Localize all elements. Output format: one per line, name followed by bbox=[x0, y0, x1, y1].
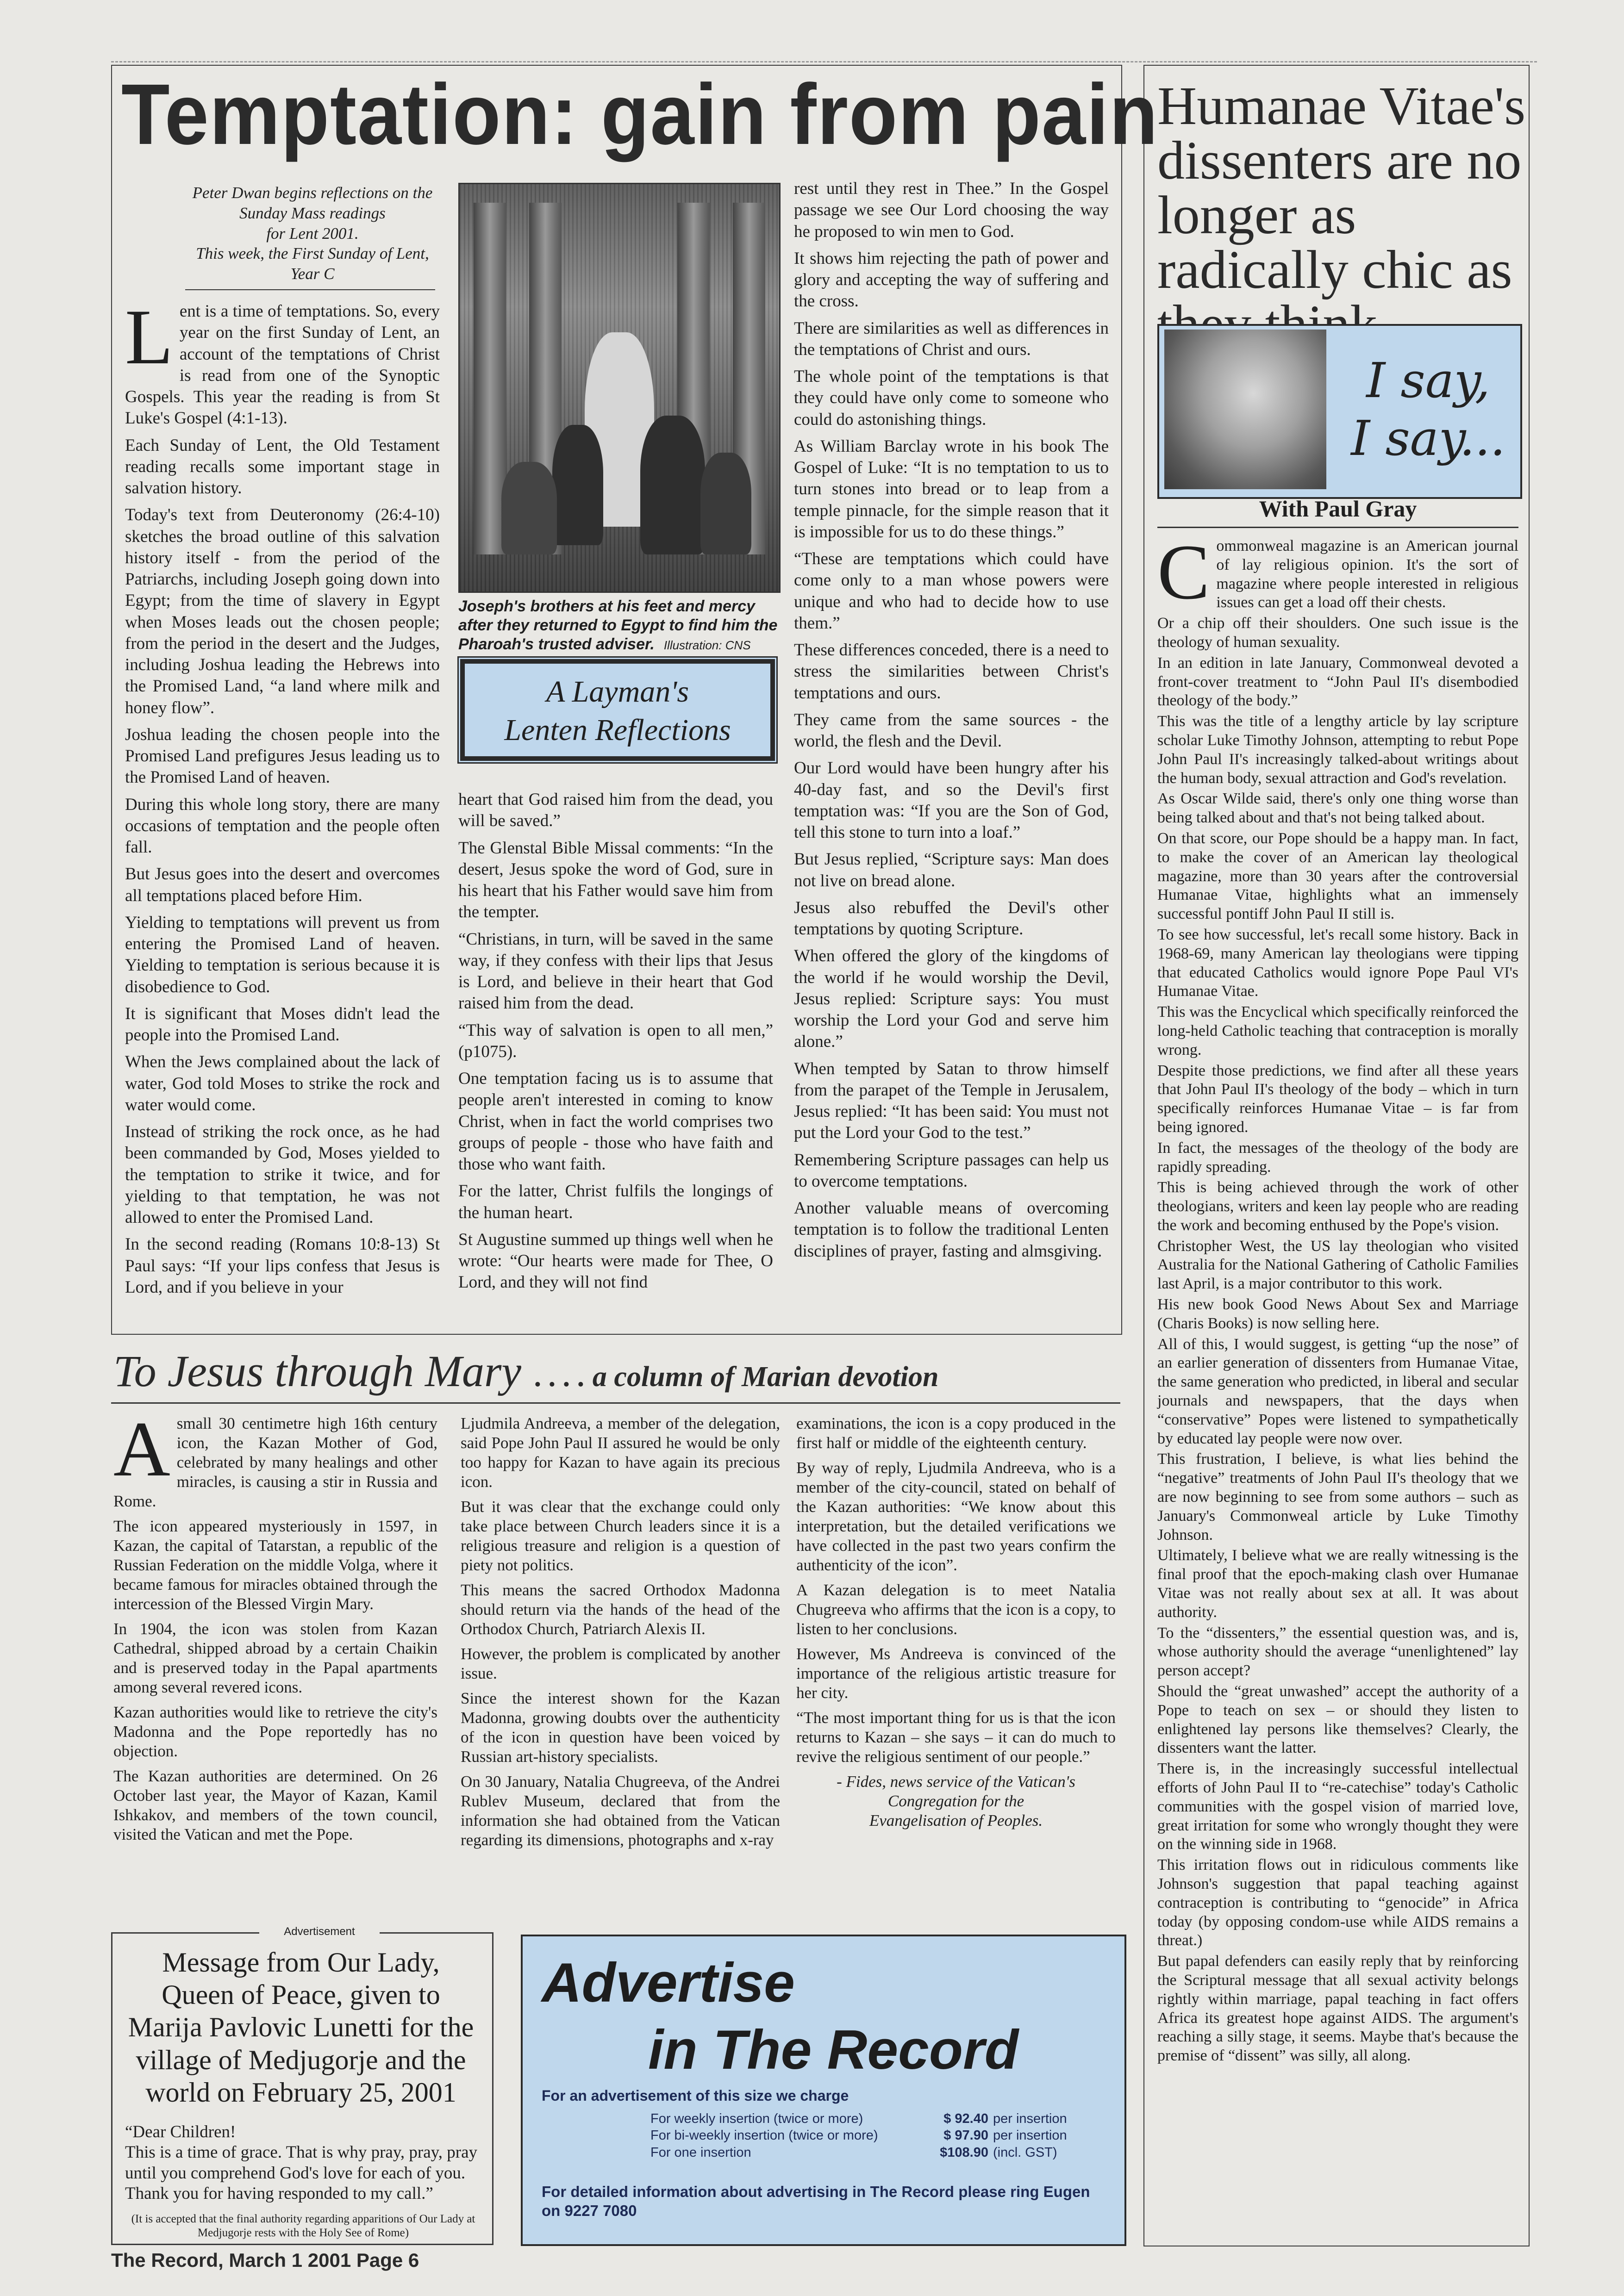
intro-line: Peter Dwan begins reflections on the bbox=[192, 184, 433, 202]
rate-suffix: per insertion bbox=[993, 2128, 1067, 2143]
paragraph: There is, in the increasingly successful intellectual efforts of John Paul II to “re-catechise” today's Catholic communities with the gospel vision of married love, great irritation for some who wrongly thought they were on the winning side in 1968. bbox=[1157, 1760, 1518, 1853]
paragraph: “Christians, in turn, will be saved in the same way, if they confess with their lips that Jesus is Lord, and believe in their heart that God raised him from the dead. bbox=[458, 929, 773, 1013]
marian-title: To Jesus through Mary bbox=[113, 1346, 521, 1396]
temptation-column-1 bbox=[125, 293, 440, 1304]
medjugorje-title: Message from Our Lady, Queen of Peace, given to Marija Pavlovic Lunetti for the village of Medjugorje and the world on February 25, 2001 bbox=[128, 1947, 474, 2108]
paragraph: But it was clear that the exchange could only take place between Church leaders since it is a religious treasure and religion is a question of piety not politics. bbox=[461, 1498, 780, 1574]
paragraph: Kazan authorities would like to retrieve the city's Madonna and the Pope reportedly has no objection. bbox=[113, 1703, 437, 1760]
page-footer: The Record, March 1 2001 Page 6 bbox=[111, 2249, 419, 2271]
marian-rule bbox=[111, 1402, 1120, 1404]
marian-subhead: . . . . a column of Marian devotion bbox=[535, 1361, 939, 1393]
author-photo bbox=[1164, 330, 1326, 489]
intro-line: Year C bbox=[290, 265, 335, 283]
paragraph: But papal defenders can easily reply that by reinforcing the Scriptural message that all sexual activity belongs rightly within marriage, papal teaching in fact offers Africa its greatest hope against AIDS. The argument's reaching a silly stage, it seems. Maybe that's because the premise of “dissent” was silly, all along. bbox=[1157, 1953, 1518, 2065]
paragraph: Today's text from Deuteronomy (26:4-10) sketches the broad outline of this salvation history itself - from the period of the Patriarchs, including Joseph going down into Egypt; from the time of slavery in Egypt when Moses leads out the chosen people; from the period in the desert and the Judges, including Joshua leading the Hebrews into the Promised Land, “a land where milk and honey flow”. bbox=[125, 505, 440, 717]
marian-credit bbox=[796, 1772, 1116, 1830]
paragraph: However, Ms Andreeva is convinced of the importance of the religious artistic treasure for her city. bbox=[796, 1645, 1116, 1702]
temptation-intro bbox=[183, 183, 442, 284]
intro-rule bbox=[185, 289, 435, 290]
paragraph: When offered the glory of the kingdoms of the world if he would worship the Devil, Jesus replied: Scripture says: You must worship the Lord your God and serve him alone.” bbox=[794, 946, 1109, 1052]
paragraph: Asmall 30 centimetre high 16th century icon, the Kazan Mother of God, celebrated by many healings and other miracles, is causing a stir in Russia and Rome. bbox=[113, 1406, 437, 1510]
paragraph: As Oscar Wilde said, there's only one thing worse than being talked about and that's not being talked about. bbox=[1157, 790, 1518, 827]
paragraph: Despite those predictions, we find after all these years that John Paul II's theology of the body – which in turn specifically reinforces Humanae Vitae – is far from being ignored. bbox=[1157, 1062, 1518, 1136]
credit-line: - Fides, news service of the Vatican's bbox=[837, 1773, 1075, 1791]
paragraph: When tempted by Satan to throw himself from the parapet of the Temple in Jerusalem, Jesus replied: “It has been said: You must not put the Lord your God to the test.” bbox=[794, 1059, 1109, 1143]
rate-desc: For bi-weekly insertion (twice or more) bbox=[650, 2128, 878, 2143]
message-line: Thank you for having responded to my call.” bbox=[125, 2184, 433, 2203]
paragraph: There are similarities as well as differences in the temptations of Christ and ours. bbox=[794, 318, 1109, 359]
paragraph: The whole point of the temptations is that they could have only come to someone who could do astonishing things. bbox=[794, 367, 1109, 429]
i-say-line: I say, bbox=[1366, 352, 1490, 409]
intro-line: for Lent 2001. bbox=[266, 224, 359, 243]
credit-line: Evangelisation of Peoples. bbox=[869, 1811, 1043, 1829]
lenten-box-line: A Layman's bbox=[546, 675, 689, 709]
paragraph: Jesus also rebuffed the Devil's other temptations by quoting Scripture. bbox=[794, 898, 1109, 939]
rate-desc: For one insertion bbox=[650, 2145, 751, 2160]
illustration-credit: Illustration: CNS bbox=[663, 638, 751, 652]
paragraph: For the latter, Christ fulfils the longings of the human heart. bbox=[458, 1182, 773, 1222]
rate-suffix: (incl. GST) bbox=[993, 2145, 1057, 2160]
paragraph: It shows him rejecting the path of power and glory and accepting the way of suffering and the cross. bbox=[794, 249, 1109, 311]
i-say-line: I say... bbox=[1351, 410, 1505, 467]
intro-line: Sunday Mass readings bbox=[239, 204, 386, 222]
paragraph: But Jesus replied, “Scripture says: Man does not live on bread alone. bbox=[794, 850, 1109, 890]
paragraph: In fact, the messages of the theology of the body are rapidly spreading. bbox=[1157, 1139, 1518, 1176]
rate-suffix: per insertion bbox=[993, 2111, 1067, 2126]
paragraph: “These are temptations which could have come only to a man whose powers were unique and who had to decide how to use them.” bbox=[794, 549, 1109, 633]
temptation-headline: Temptation: gain from pain bbox=[121, 67, 1159, 162]
dropcap: A bbox=[113, 1406, 170, 1493]
rate-price: $ 92.40 bbox=[943, 2111, 988, 2126]
paragraph: This was the Encyclical which specifically reinforced the long-held Catholic teaching that contraception is morally wrong. bbox=[1157, 1003, 1518, 1058]
byline-rule bbox=[1157, 527, 1518, 528]
rate-price: $108.90 bbox=[940, 2145, 988, 2160]
paragraph: All of this, I would suggest, is getting “up the nose” of an earlier generation of dissenters from Humanae Vitae, the same generation who predicted, in liberal and secular journals and newspapers, that the days when “conservative” Popes were listened to sympathetically by educated lay people were now over. bbox=[1157, 1335, 1518, 1447]
paragraph: On 30 January, Natalia Chugreeva, of the Andrei Rublev Museum, declared that from the information she had obtained from the Vatican regarding its dimensions, photographs and x-ray bbox=[461, 1773, 780, 1849]
temptation-column-2 bbox=[458, 789, 773, 1299]
message-line: This is a time of grace. That is why pray, pray, pray until you comprehend God's love for each of you. bbox=[125, 2143, 478, 2183]
rate-desc: For weekly insertion (twice or more) bbox=[650, 2111, 863, 2126]
humanae-headline: Humanae Vitae's dissenters are no longer as radically chic as bbox=[1157, 75, 1526, 300]
marian-headline bbox=[113, 1346, 1123, 1396]
paragraph: When the Jews complained about the lack of water, God told Moses to strike the rock and water would come. bbox=[125, 1052, 440, 1114]
paragraph: Another valuable means of overcoming temptation is to follow the traditional Lenten disciplines of prayer, fasting and almsgiving. bbox=[794, 1199, 1109, 1261]
advertise-heading: Advertise bbox=[542, 1952, 795, 2014]
marian-column-1 bbox=[113, 1406, 437, 1850]
paragraph: However, the problem is complicated by another issue. bbox=[461, 1645, 780, 1682]
paragraph: rest until they rest in Thee.” In the Gospel passage we see Our Lord choosing the way he proposed to win men to God. bbox=[794, 179, 1109, 241]
paragraph: A Kazan delegation is to meet Natalia Chugreeva who affirms that the icon is a copy, to listen to her conclusions. bbox=[796, 1581, 1116, 1638]
paragraph: It is significant that Moses didn't lead the people into the Promised Land. bbox=[125, 1004, 440, 1045]
top-dashed-rule bbox=[111, 61, 1537, 62]
medjugorje-note: (It is accepted that the final authority regarding apparitions of Our Lady at Medjugorje rests with the Holy See of Rome) bbox=[131, 2213, 475, 2239]
illustration-caption bbox=[458, 597, 782, 653]
paragraph: Or a chip off their shoulders. One such issue is the theology of human sexuality. bbox=[1157, 615, 1518, 651]
credit-line: Congregation for the bbox=[887, 1792, 1024, 1810]
paragraph: This irritation flows out in ridiculous comments like Johnson's suggestion that papal teaching against contraception is contributing to “genocide” in Africa today (by opposing condom-use while AIDS remains a threat.) bbox=[1157, 1856, 1518, 1949]
advertisement-label: Advertisement bbox=[259, 1925, 380, 1938]
paragraph: But Jesus goes into the desert and overcomes all temptations placed before Him. bbox=[125, 865, 440, 905]
paragraph: On that score, our Pope should be a happy man. In fact, to make the cover of an American lay theological magazine, more than 30 years after the controversial Humanae Vitae, highlights what an immensely successful pontiff John Paul II still is. bbox=[1157, 829, 1518, 923]
medjugorje-message bbox=[125, 2122, 481, 2204]
paragraph: Should the “great unwashed” accept the authority of a Pope to teach on sex – or should they listen to enlightened lay persons like themselves? Clearly, the dissenters want the latter. bbox=[1157, 1683, 1518, 1757]
paragraph: St Augustine summed up things well when he wrote: “Our hearts were made for Thee, O Lord, and they will not find bbox=[458, 1230, 773, 1292]
caption-text: Joseph's brothers at his feet and mercy after they returned to Egypt to find him the Pharoah's trusted adviser. bbox=[458, 597, 778, 653]
paragraph: Ljudmila Andreeva, a member of the delegation, said Pope John Paul II assured he would be only too happy for Kazan to have again its precious icon. bbox=[461, 1414, 780, 1491]
paragraph: This means the sacred Orthodox Madonna should return via the hands of the head of the Orthodox Church, Patriarch Alexis II. bbox=[461, 1581, 780, 1638]
paragraph: During this whole long story, there are many occasions of temptation and the people often fall. bbox=[125, 795, 440, 857]
paragraph: Since the interest shown for the Kazan Madonna, growing doubts over the authenticity of the icon in question have been voiced by Russian art-history specialists. bbox=[461, 1689, 780, 1766]
rate-price: $ 97.90 bbox=[943, 2128, 988, 2143]
paragraph: This is being achieved through the work of other theologians, writers and keen lay people who are reading the work and becoming enthused by the Pope's vision. bbox=[1157, 1179, 1518, 1234]
paragraph: Yielding to temptations will prevent us from entering the Promised Land of heaven. Yielding to temptation is serious because it is disobedience to God. bbox=[125, 913, 440, 996]
paragraph: These differences conceded, there is a need to stress the similarities between Christ's temptations and ours. bbox=[794, 641, 1109, 703]
dropcap: C bbox=[1157, 529, 1210, 616]
humanae-byline: With Paul Gray bbox=[1259, 496, 1417, 522]
paragraph: examinations, the icon is a copy produced in the first half or middle of the eighteenth century. bbox=[796, 1414, 1116, 1452]
lenten-reflections-box bbox=[463, 662, 772, 758]
advert-contact-detail: For detailed information about advertising in The Record please ring Eugen on 9227 7080 bbox=[542, 2183, 1090, 2220]
paragraph: The Glenstal Bible Missal comments: “In the desert, Jesus spoke the word of God, sure in his heart that his Father would save him from the tempter. bbox=[458, 838, 773, 922]
paragraph: Our Lord would have been hungry after his 40-day fast, and so the Devil's first temptation was: “If you are the Son of God, tell this stone to turn into a loaf.” bbox=[794, 759, 1109, 842]
paragraph: To see how successful, let's recall some history. Back in 1968-69, many American lay theologians were tipping that educated Catholics would ignore Pope Paul VI's Humanae Vitae. bbox=[1157, 926, 1518, 1000]
humanae-body bbox=[1157, 529, 1518, 2067]
paragraph: This was the title of a lengthy article by lay scripture scholar Luke Timothy Johnson, attempting to rebut Pope John Paul II's increasingly talked-about writings about the human body, sexual attraction and God's revelation. bbox=[1157, 713, 1518, 787]
advert-rate-table bbox=[650, 2110, 1086, 2161]
paragraph: In 1904, the icon was stolen from Kazan Cathedral, shipped abroad by a certain Chaikin and is preserved today in the Papal apartments among several revered icons. bbox=[113, 1620, 437, 1696]
paragraph: Ultimately, I believe what we are really witnessing is the final proof that the epoch-making clash over Humanae Vitae was not really about sex at all. It was about authority. bbox=[1157, 1547, 1518, 1621]
dropcap: L bbox=[125, 293, 173, 380]
paragraph: “This way of salvation is open to all men,” (p1075). bbox=[458, 1020, 773, 1061]
paragraph: Instead of striking the rock once, as he had been commanded by God, Moses yielded to the temptation to strike it twice, and for yielding to that temptation, he was not allowed to enter the Promised Land. bbox=[125, 1122, 440, 1227]
paragraph: Christopher West, the US lay theologian who visited Australia for the National Gathering of Catholic Families last April, is a major contributor to this work. bbox=[1157, 1237, 1518, 1293]
paragraph: Each Sunday of Lent, the Old Testament reading recalls some important stage in salvation history. bbox=[125, 436, 440, 498]
message-line: “Dear Children! bbox=[125, 2122, 236, 2141]
paragraph: To the “dissenters,” the essential question was, and is, whose authority should the average “unenlightened” lay person accept? bbox=[1157, 1624, 1518, 1680]
paragraph: Joshua leading the chosen people into the Promised Land prefigures Jesus leading us to the Promised Land of heaven. bbox=[125, 725, 440, 787]
advert-charge-label: For an advertisement of this size we charge bbox=[542, 2087, 849, 2104]
lenten-box-line: Lenten Reflections bbox=[504, 713, 731, 747]
paragraph: The icon appeared mysteriously in 1597, in Kazan, the capital of Tatarstan, a republic of the Russian Federation on the middle Volga, where it became famous for miracles obtained through the intercession of the Blessed Virgin Mary. bbox=[113, 1517, 437, 1613]
paragraph: His new book Good News About Sex and Marriage (Charis Books) is now selling here. bbox=[1157, 1296, 1518, 1332]
paragraph: Lent is a time of temptations. So, every year on the first Sunday of Lent, an account of the temptations of Christ is read from one of the Synoptic Gospels. This year the reading is from St Luke's Gospel (4:1-13). bbox=[125, 293, 440, 428]
marian-column-3 bbox=[796, 1414, 1116, 1830]
rate-row bbox=[650, 2144, 1086, 2161]
intro-line: This week, the First Sunday of Lent, bbox=[196, 244, 429, 263]
i-say-text bbox=[1343, 352, 1514, 467]
paragraph: “The most important thing for us is that the icon returns to Kazan – she says – it can do much to revive the religious sentiment of our people.” bbox=[796, 1709, 1116, 1766]
paragraph: By way of reply, Ljudmila Andreeva, who is a member of the city-council, stated on behalf of the Kazan authorities: “We know about this interpretation, but the detailed verifications we have collected in the past two years confirm the authenticity of the icon”. bbox=[796, 1459, 1116, 1574]
paragraph: As William Barclay wrote in his book The Gospel of Luke: “It is no temptation to us to turn stones into bread or to leap from a temple pinnacle, for the simple reason that it is impossible for us to do these things.” bbox=[794, 436, 1109, 541]
paragraph: Commonweal magazine is an American journal of lay religious opinion. It's the sort of magazine where people interested in religious issues can get a load off their chests. bbox=[1157, 529, 1518, 616]
rate-row bbox=[650, 2127, 1086, 2144]
paragraph: heart that God raised him from the dead, you will be saved.” bbox=[458, 790, 773, 831]
paragraph: Remembering Scripture passages can help us to overcome temptations. bbox=[794, 1150, 1109, 1191]
paragraph: The Kazan authorities are determined. On 26 October last year, the Mayor of Kazan, Kamil Ishkakov, and members of the town council, visited the Vatican and met the Pope. bbox=[113, 1767, 437, 1843]
paragraph: In the second reading (Romans 10:8-13) St Paul says: “If your lips confess that Jesus is Lord, and if you believe in your bbox=[125, 1235, 440, 1297]
paragraph: They came from the same sources - the world, the flesh and the Devil. bbox=[794, 710, 1109, 751]
paragraph: In an edition in late January, Commonweal devoted a front-cover treatment to “John Paul II's disembodied theology of the body.” bbox=[1157, 654, 1518, 709]
paragraph: One temptation facing us is to assume that people aren't interested in coming to know Christ, when in fact the world comprises two groups of people - those who have faith and those who want faith. bbox=[458, 1069, 773, 1174]
rate-row bbox=[650, 2110, 1086, 2127]
marian-column-2 bbox=[461, 1414, 780, 1855]
in-the-record-heading: in The Record bbox=[648, 2019, 1019, 2081]
paragraph: This frustration, I believe, is what lies behind the “negative” treatments of John Paul II's theology that we are now beginning to see from some authors – such as January's Commonweal article by Luke Timothy Johnson. bbox=[1157, 1450, 1518, 1543]
temptation-column-3 bbox=[794, 178, 1109, 1268]
joseph-illustration bbox=[458, 183, 781, 593]
